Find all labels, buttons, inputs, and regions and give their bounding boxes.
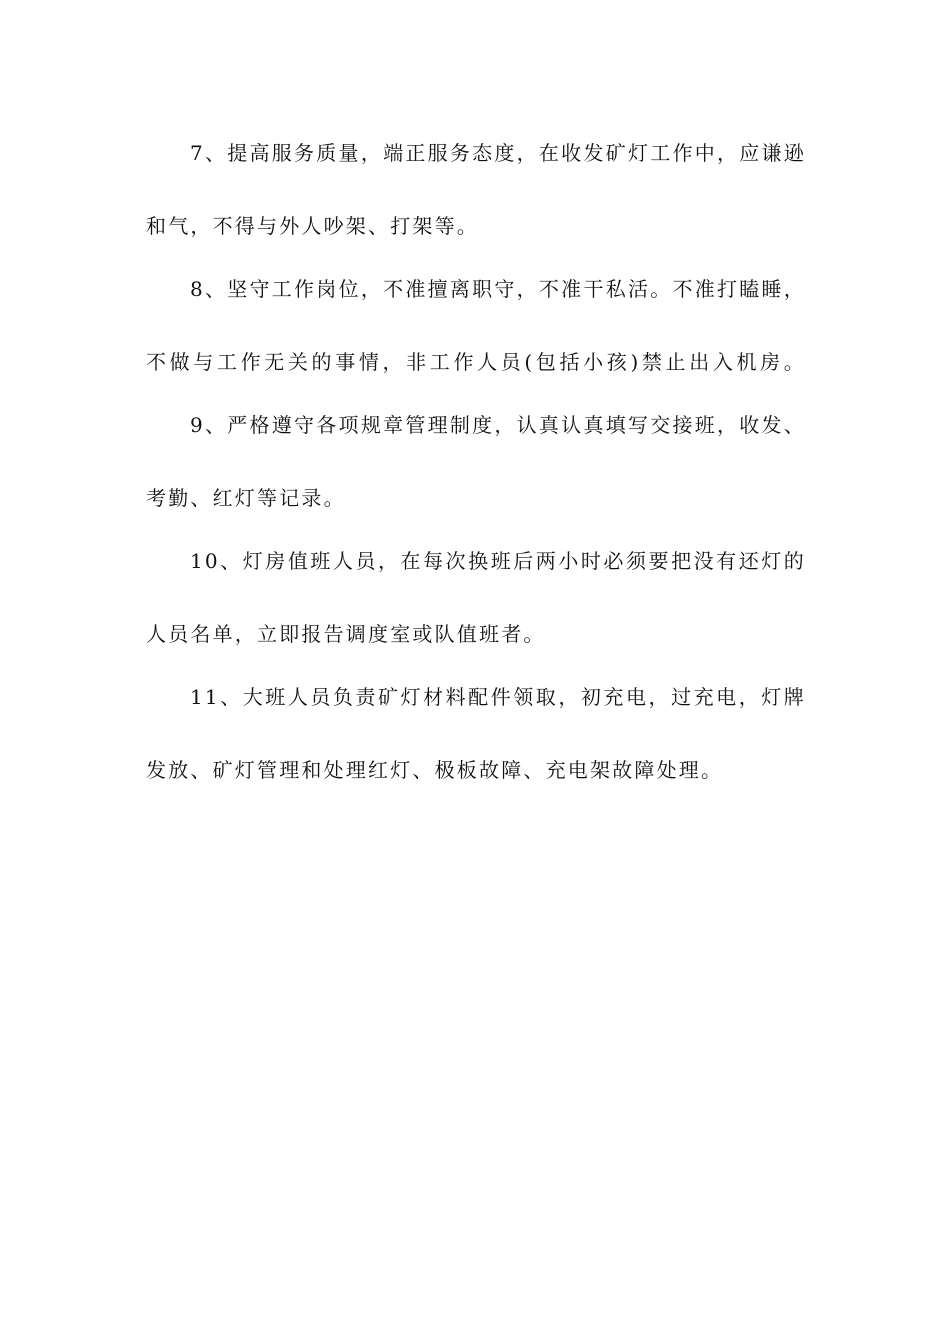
item-11-line-2: 发放、矿灯管理和处理红灯、极板故障、充电架故障处理。	[146, 758, 724, 782]
item-9-line-2: 考勤、红灯等记录。	[146, 486, 346, 510]
item-8-line-1: 8、坚守工作岗位，不准擅离职守，不准干私活。不准打瞌睡，	[190, 277, 806, 301]
item-7-line-2: 和气，不得与外人吵架、打架等。	[146, 214, 479, 238]
item-11-line-1: 11、大班人员负责矿灯材料配件领取，初充电，过充电，灯牌	[190, 685, 806, 709]
item-10-line-2: 人员名单，立即报告调度室或队值班者。	[146, 622, 546, 646]
item-8-line-2: 不做与工作无关的事情，非工作人员(包括小孩)禁止出入机房。	[146, 350, 806, 374]
item-9-line-1: 9、严格遵守各项规章管理制度，认真认真填写交接班，收发、	[190, 413, 806, 437]
item-7-line-1: 7、提高服务质量，端正服务态度，在收发矿灯工作中，应谦逊	[190, 141, 806, 165]
item-10-line-1: 10、灯房值班人员，在每次换班后两小时必须要把没有还灯的	[190, 549, 806, 573]
